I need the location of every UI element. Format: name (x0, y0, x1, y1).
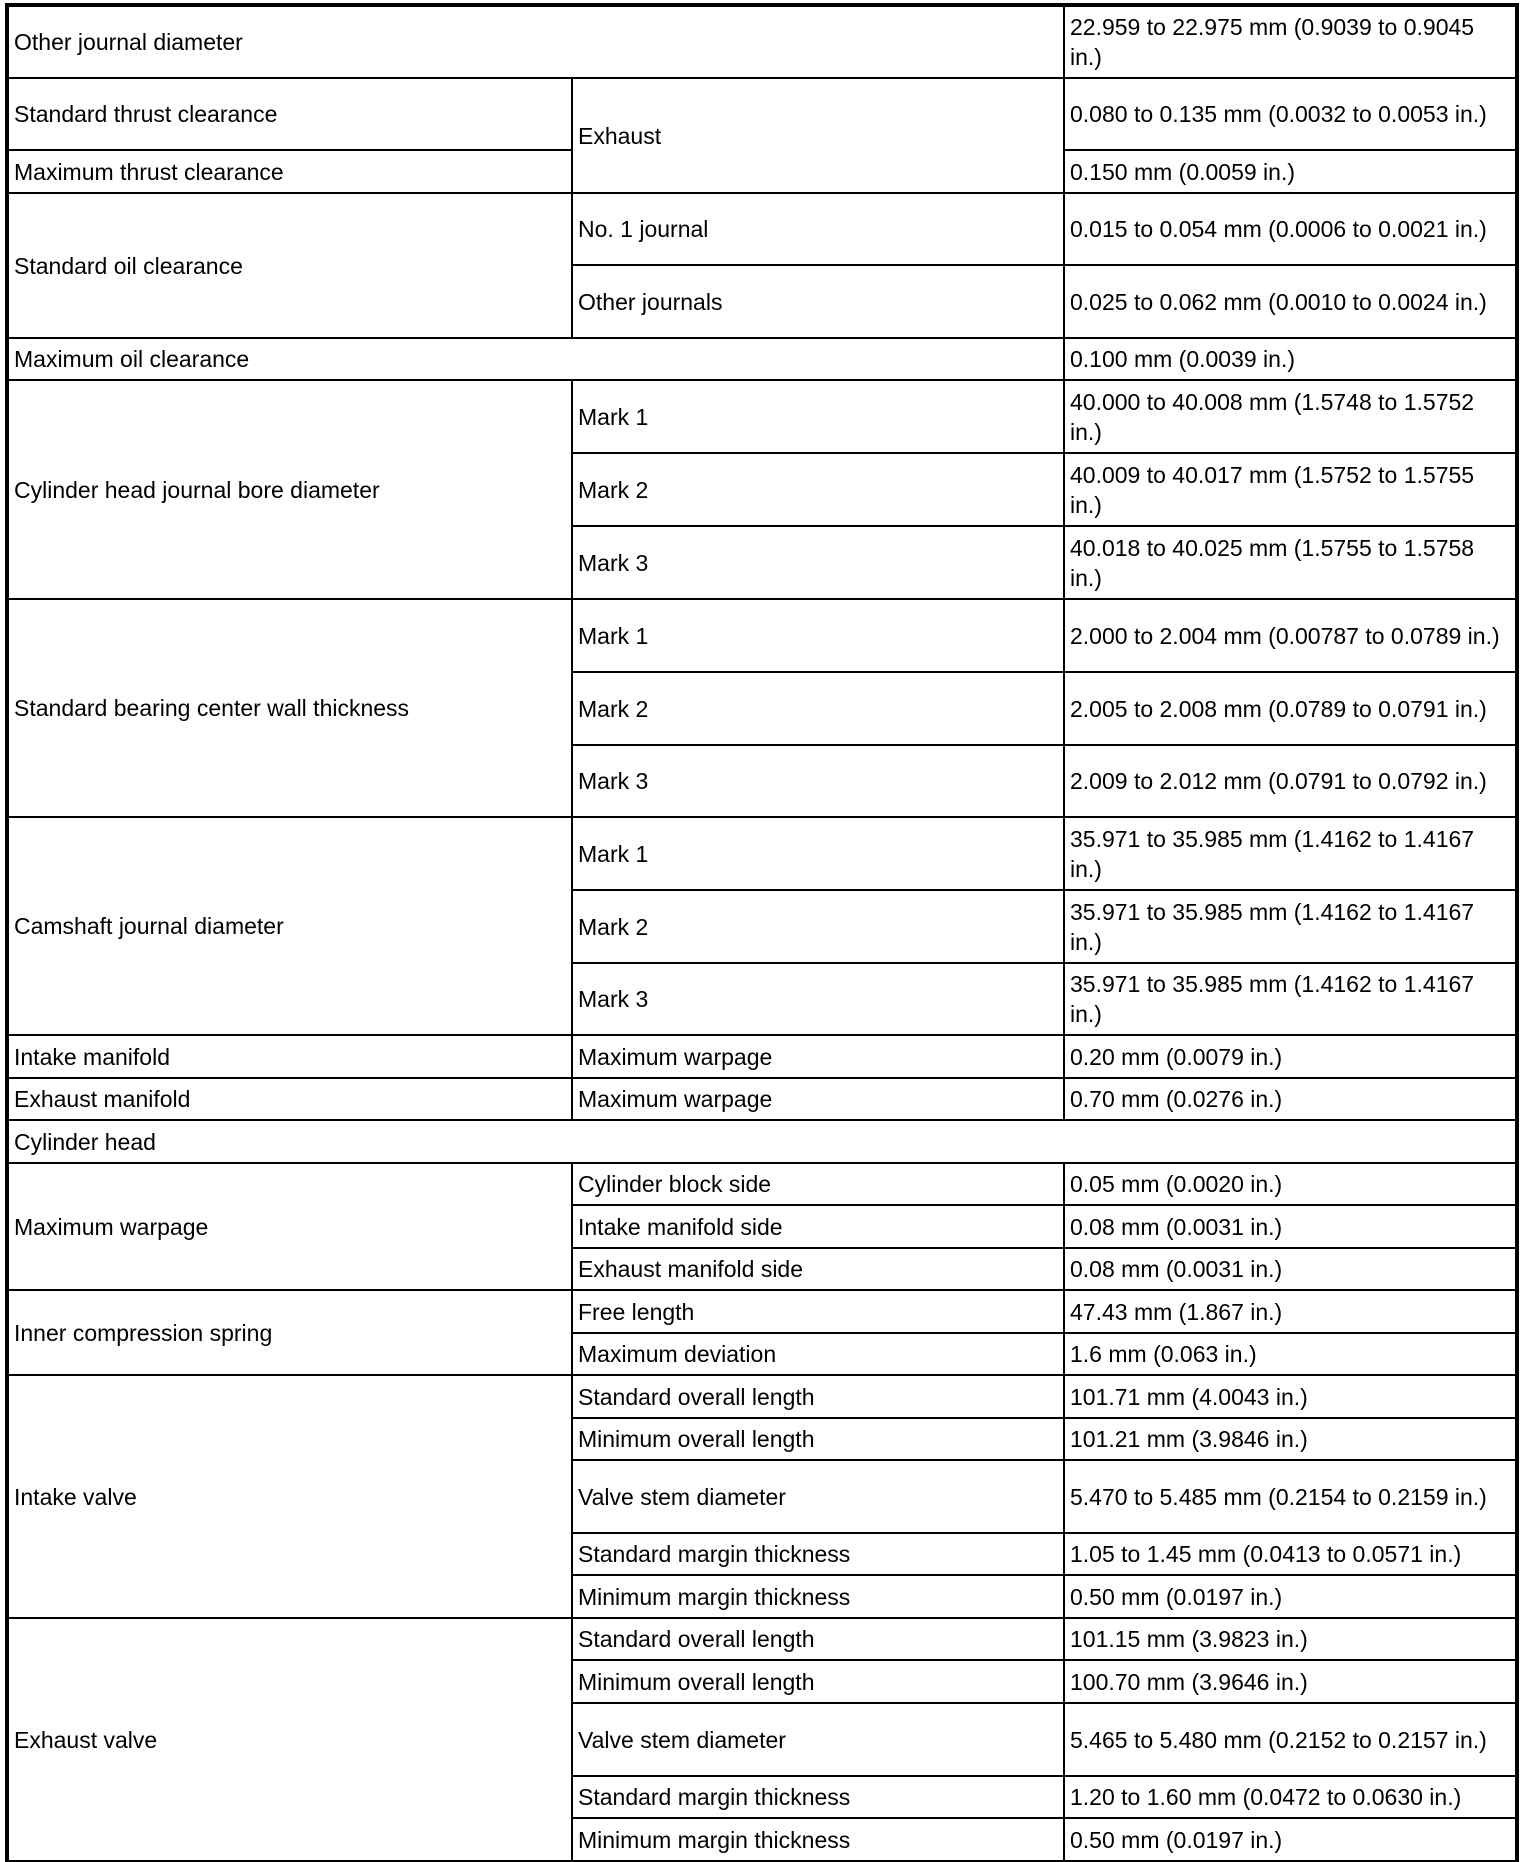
spec-value: 0.08 mm (0.0031 in.) (1064, 1248, 1516, 1290)
spec-value: 2.005 to 2.008 mm (0.0789 to 0.0791 in.) (1064, 672, 1516, 745)
condition-label: Minimum margin thickness (572, 1818, 1064, 1861)
spec-value: 0.08 mm (0.0031 in.) (1064, 1205, 1516, 1248)
spec-value: 35.971 to 35.985 mm (1.4162 to 1.4167 in.) (1064, 890, 1516, 963)
condition-label: Valve stem diameter (572, 1460, 1064, 1533)
spec-value: 101.15 mm (3.9823 in.) (1064, 1618, 1516, 1660)
table-row (8, 599, 1516, 672)
condition-label: Mark 2 (572, 453, 1064, 526)
spec-value: 0.080 to 0.135 mm (0.0032 to 0.0053 in.) (1064, 78, 1516, 150)
spec-value: 0.100 mm (0.0039 in.) (1064, 338, 1516, 380)
spec-value: 47.43 mm (1.867 in.) (1064, 1290, 1516, 1333)
condition-label: Mark 2 (572, 890, 1064, 963)
table-row (8, 380, 1516, 453)
spec-value: 0.150 mm (0.0059 in.) (1064, 150, 1516, 193)
item-label: Other journal diameter (8, 6, 1064, 78)
condition-label: Mark 1 (572, 817, 1064, 890)
condition-label: Mark 1 (572, 599, 1064, 672)
spec-value: 0.025 to 0.062 mm (0.0010 to 0.0024 in.) (1064, 265, 1516, 338)
spec-value: 22.959 to 22.975 mm (0.9039 to 0.9045 in.) (1064, 6, 1516, 78)
spec-value: 40.009 to 40.017 mm (1.5752 to 1.5755 in.) (1064, 453, 1516, 526)
table-row (8, 78, 1516, 150)
spec-value: 35.971 to 35.985 mm (1.4162 to 1.4167 in.) (1064, 817, 1516, 890)
section-header-row (8, 1120, 1516, 1163)
item-label: Maximum thrust clearance (8, 150, 572, 193)
condition-label: Exhaust (572, 78, 1064, 193)
item-label: Intake manifold (8, 1035, 572, 1078)
spec-value: 0.05 mm (0.0020 in.) (1064, 1163, 1516, 1205)
condition-label: Mark 3 (572, 526, 1064, 599)
spec-value: 100.70 mm (3.9646 in.) (1064, 1660, 1516, 1703)
condition-label: Mark 1 (572, 380, 1064, 453)
spec-value: 101.21 mm (3.9846 in.) (1064, 1418, 1516, 1460)
spec-value: 5.470 to 5.485 mm (0.2154 to 0.2159 in.) (1064, 1460, 1516, 1533)
table-row (8, 817, 1516, 890)
condition-label: Standard overall length (572, 1618, 1064, 1660)
condition-label: Mark 2 (572, 672, 1064, 745)
item-label: Inner compression spring (8, 1290, 572, 1375)
table-row (8, 193, 1516, 265)
item-label: Standard oil clearance (8, 193, 572, 338)
table-row (8, 1163, 1516, 1205)
condition-label: Standard margin thickness (572, 1533, 1064, 1575)
spec-value: 5.465 to 5.480 mm (0.2152 to 0.2157 in.) (1064, 1703, 1516, 1776)
spec-value: 40.018 to 40.025 mm (1.5755 to 1.5758 in.) (1064, 526, 1516, 599)
table-row (8, 1078, 1516, 1120)
condition-label: Minimum overall length (572, 1418, 1064, 1460)
table-row (8, 6, 1516, 78)
condition-label: Mark 3 (572, 745, 1064, 817)
condition-label: Standard overall length (572, 1375, 1064, 1418)
condition-label: Intake manifold side (572, 1205, 1064, 1248)
table-row (8, 1618, 1516, 1660)
item-label: Intake valve (8, 1375, 572, 1618)
spec-value: 0.70 mm (0.0276 in.) (1064, 1078, 1516, 1120)
condition-label: Mark 3 (572, 963, 1064, 1035)
spec-value: 40.000 to 40.008 mm (1.5748 to 1.5752 in.) (1064, 380, 1516, 453)
condition-label: Maximum warpage (572, 1078, 1064, 1120)
spec-value: 0.20 mm (0.0079 in.) (1064, 1035, 1516, 1078)
spec-value: 35.971 to 35.985 mm (1.4162 to 1.4167 in.) (1064, 963, 1516, 1035)
condition-label: Exhaust manifold side (572, 1248, 1064, 1290)
condition-label: Minimum overall length (572, 1660, 1064, 1703)
item-label: Camshaft journal diameter (8, 817, 572, 1035)
item-label: Exhaust valve (8, 1618, 572, 1861)
table-row (8, 1290, 1516, 1333)
spec-value: 1.20 to 1.60 mm (0.0472 to 0.0630 in.) (1064, 1776, 1516, 1818)
condition-label: Cylinder block side (572, 1163, 1064, 1205)
section-header: Cylinder head (8, 1120, 1516, 1163)
spec-value: 2.000 to 2.004 mm (0.00787 to 0.0789 in.) (1064, 599, 1516, 672)
condition-label: Standard margin thickness (572, 1776, 1064, 1818)
condition-label: Maximum deviation (572, 1333, 1064, 1375)
table-row (8, 1035, 1516, 1078)
condition-label: Other journals (572, 265, 1064, 338)
spec-value: 101.71 mm (4.0043 in.) (1064, 1375, 1516, 1418)
spec-value: 0.50 mm (0.0197 in.) (1064, 1575, 1516, 1618)
item-label: Standard bearing center wall thickness (8, 599, 572, 817)
condition-label: Free length (572, 1290, 1064, 1333)
item-label: Maximum oil clearance (8, 338, 1064, 380)
specification-table (7, 5, 1517, 1862)
spec-value: 1.6 mm (0.063 in.) (1064, 1333, 1516, 1375)
spec-value: 1.05 to 1.45 mm (0.0413 to 0.0571 in.) (1064, 1533, 1516, 1575)
condition-label: Maximum warpage (572, 1035, 1064, 1078)
condition-label: No. 1 journal (572, 193, 1064, 265)
item-label: Cylinder head journal bore diameter (8, 380, 572, 599)
condition-label: Minimum margin thickness (572, 1575, 1064, 1618)
spec-value: 0.50 mm (0.0197 in.) (1064, 1818, 1516, 1861)
table-row (8, 338, 1516, 380)
item-label: Standard thrust clearance (8, 78, 572, 150)
item-label: Exhaust manifold (8, 1078, 572, 1120)
item-label: Maximum warpage (8, 1163, 572, 1290)
spec-value: 2.009 to 2.012 mm (0.0791 to 0.0792 in.) (1064, 745, 1516, 817)
table-row (8, 1375, 1516, 1418)
spec-value: 0.015 to 0.054 mm (0.0006 to 0.0021 in.) (1064, 193, 1516, 265)
condition-label: Valve stem diameter (572, 1703, 1064, 1776)
